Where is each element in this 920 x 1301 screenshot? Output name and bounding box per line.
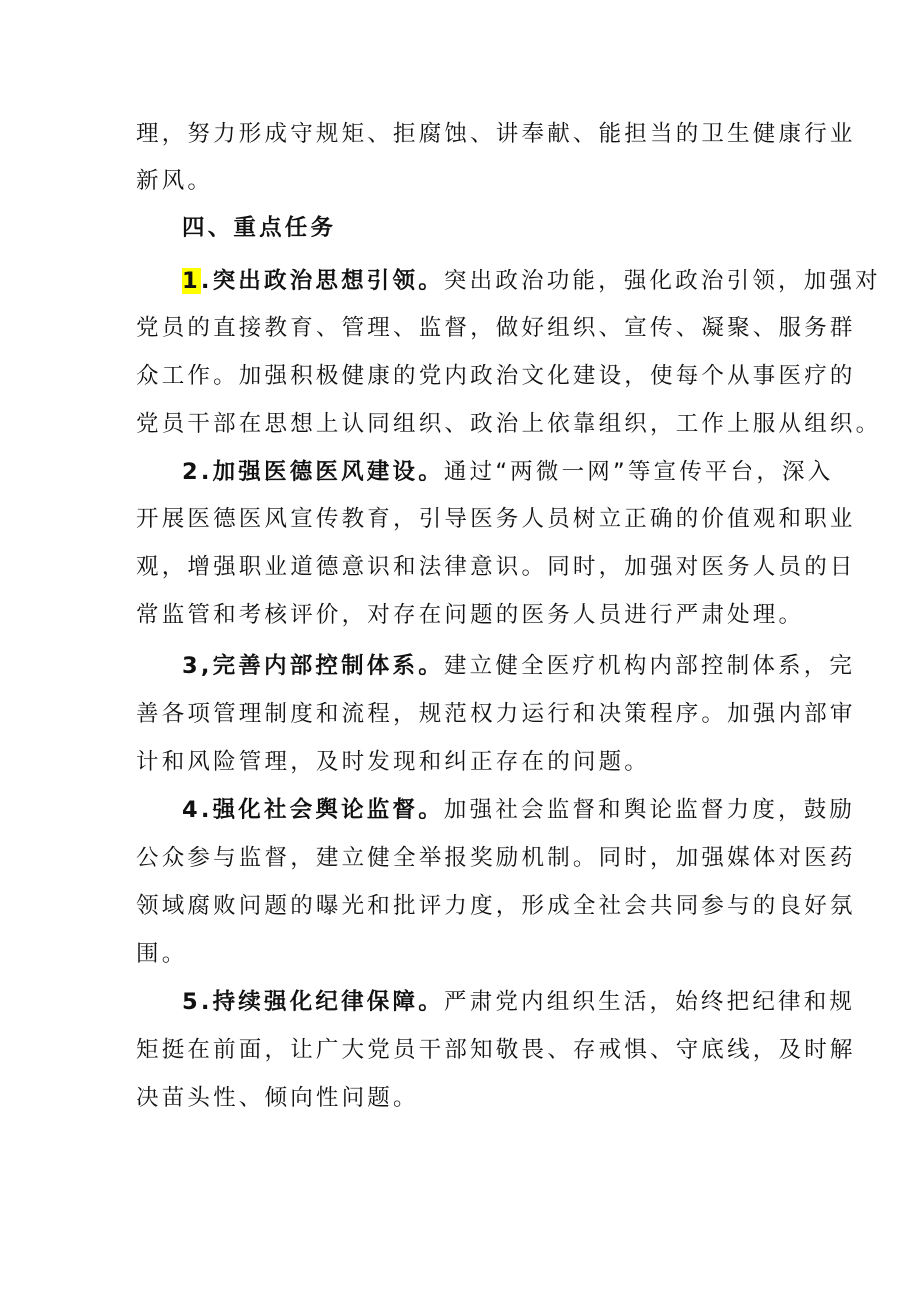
item-4-title: .强化社会舆论监督。	[200, 797, 444, 823]
item-2-number: 2	[182, 459, 201, 485]
intro-line-2: 新风。	[136, 168, 214, 194]
item-3-line: 计和风险管理，及时发现和纠正存在的问题。	[136, 749, 651, 775]
item-1-first-line-text: 突出政治功能，强化政治引领，加强对	[443, 268, 881, 294]
item-5-number: 5	[182, 989, 201, 1015]
item-4-first-line	[182, 795, 856, 825]
item-3-first-line	[182, 651, 856, 681]
item-4-line: 公众参与监督，建立健全举报奖励机制。同时，加强媒体对医药	[136, 845, 856, 871]
item-1-first-line	[182, 266, 881, 296]
item-2-first-line-text: 通过“两微一网”等宣传平台，深入	[443, 459, 834, 485]
item-5-first-line	[182, 987, 856, 1017]
item-1-line: 党员干部在思想上认同组织、政治上依靠组织，工作上服从组织。	[136, 411, 882, 437]
section-heading: 四、重点任务	[182, 215, 337, 241]
item-2-first-line	[182, 457, 842, 487]
item-2-line: 开展医德医风宣传教育，引导医务人员树立正确的价值观和职业	[136, 506, 856, 532]
item-5-title: .持续强化纪律保障。	[200, 989, 444, 1015]
item-5-line: 决苗头性、倾向性问题。	[136, 1085, 419, 1111]
item-1-number: 1	[182, 268, 201, 294]
intro-line-1: 理，努力形成守规矩、拒腐蚀、讲奉献、能担当的卫生健康行业	[136, 121, 856, 147]
item-3-first-line-text: 建立健全医疗机构内部控制体系，完	[443, 653, 856, 679]
item-3-title: ,完善内部控制体系。	[200, 653, 444, 679]
item-5-line: 矩挺在前面，让广大党员干部知敬畏、存戒惧、守底线，及时解	[136, 1037, 856, 1063]
item-1-line: 党员的直接教育、管理、监督，做好组织、宣传、凝聚、服务群	[136, 315, 856, 341]
item-3-number: 3	[182, 653, 201, 679]
item-5-first-line-text: 严肃党内组织生活，始终把纪律和规	[443, 989, 856, 1015]
item-4-number: 4	[182, 797, 201, 823]
item-1-title: .突出政治思想引领。	[200, 268, 444, 294]
item-2-title: .加强医德医风建设。	[200, 459, 444, 485]
item-4-line: 领域腐败问题的曝光和批评力度，形成全社会共同参与的良好氛	[136, 893, 856, 919]
item-4-line: 围。	[136, 941, 188, 967]
item-1-line: 众工作。加强积极健康的党内政治文化建设，使每个从事医疗的	[136, 363, 856, 389]
item-2-line: 常监管和考核评价，对存在问题的医务人员进行严肃处理。	[136, 602, 805, 628]
item-4-first-line-text: 加强社会监督和舆论监督力度，鼓励	[443, 797, 856, 823]
item-3-line: 善各项管理制度和流程，规范权力运行和决策程序。加强内部审	[136, 701, 856, 727]
item-2-line: 观，增强职业道德意识和法律意识。同时，加强对医务人员的日	[136, 554, 856, 580]
